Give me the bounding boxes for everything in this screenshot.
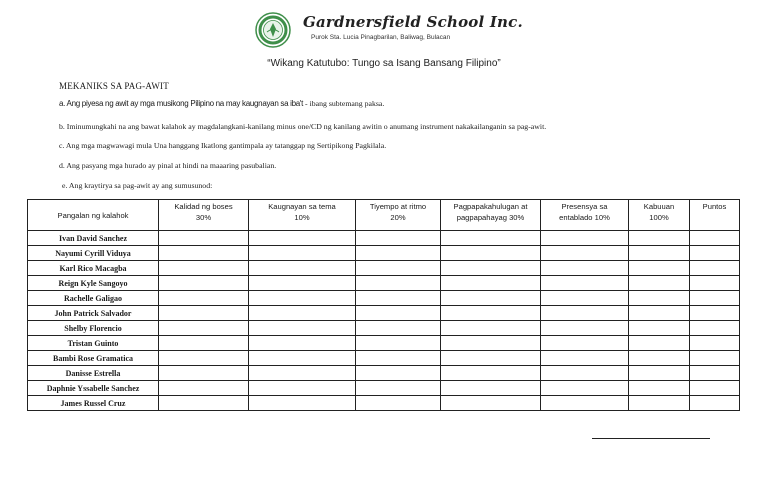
score-cell[interactable]	[441, 351, 541, 366]
score-cell[interactable]	[690, 246, 740, 261]
score-cell[interactable]	[541, 231, 629, 246]
table-row	[28, 231, 740, 246]
score-cell[interactable]	[690, 366, 740, 381]
score-cell[interactable]	[541, 306, 629, 321]
header-total	[629, 200, 690, 231]
score-cell[interactable]	[356, 306, 441, 321]
score-cell[interactable]	[629, 291, 690, 306]
rule-a-lead: a. Ang piyesa ng awit ay mga musikong Pilipino na may kaugnayan sa iba't	[59, 99, 304, 108]
score-cell[interactable]	[629, 321, 690, 336]
header-theme-relevance	[249, 200, 356, 231]
header-label: Kalidad ng boses	[174, 202, 233, 211]
score-cell[interactable]	[356, 321, 441, 336]
score-cell[interactable]	[690, 396, 740, 411]
score-cell[interactable]	[159, 306, 249, 321]
score-cell[interactable]	[541, 351, 629, 366]
table-row	[28, 336, 740, 351]
score-cell[interactable]	[690, 276, 740, 291]
rule-d: d. Ang pasyang mga hurado ay pinal at hindi na maaaring pasubalian.	[59, 161, 277, 170]
score-cell[interactable]	[249, 306, 356, 321]
score-cell[interactable]	[690, 351, 740, 366]
score-cell[interactable]	[159, 381, 249, 396]
participant-name: Karl Rico Macagba	[28, 261, 159, 276]
signature-line	[592, 438, 710, 439]
header-timing-rhythm	[356, 200, 441, 231]
header-stage-presence	[541, 200, 629, 231]
score-cell[interactable]	[441, 246, 541, 261]
header-label: Kabuuan	[643, 202, 675, 211]
header-label: Puntos	[702, 202, 727, 211]
score-cell[interactable]	[249, 336, 356, 351]
table-row	[28, 366, 740, 381]
header-weight: 10%	[294, 213, 310, 222]
score-cell[interactable]	[541, 246, 629, 261]
score-cell[interactable]	[690, 336, 740, 351]
score-cell[interactable]	[629, 336, 690, 351]
participant-name: James Russel Cruz	[28, 396, 159, 411]
rule-c: c. Ang mga magwawagi mula Una hanggang Ikatlong gantimpala ay tatanggap ng Sertipikong Pagkilala.	[59, 141, 387, 150]
score-cell[interactable]	[690, 306, 740, 321]
score-cell[interactable]	[690, 381, 740, 396]
table-header-row	[28, 200, 740, 231]
rule-e: e. Ang kraytirya sa pag-awit ay ang sumusunod:	[62, 181, 213, 190]
header-label: Presensya sa	[561, 202, 608, 211]
score-cell[interactable]	[629, 351, 690, 366]
header-label: Pagpapakahulugan at	[453, 202, 528, 211]
participant-name: Shelby Florencio	[28, 321, 159, 336]
participant-name: Bambi Rose Gramatica	[28, 351, 159, 366]
participant-name: Nayumi Cyrill Viduya	[28, 246, 159, 261]
rule-a-rest: - ibang subtemang paksa.	[303, 99, 385, 108]
score-cell[interactable]	[690, 321, 740, 336]
score-cell[interactable]	[159, 396, 249, 411]
header-participant-name	[28, 200, 159, 231]
score-cell[interactable]	[690, 291, 740, 306]
score-cell[interactable]	[356, 351, 441, 366]
score-cell[interactable]	[441, 306, 541, 321]
table-row	[28, 381, 740, 396]
table-row	[28, 351, 740, 366]
participant-name: Danisse Estrella	[28, 366, 159, 381]
participant-name: Reign Kyle Sangoyo	[28, 276, 159, 291]
score-cell[interactable]	[249, 291, 356, 306]
participant-name: Rachelle Galigao	[28, 291, 159, 306]
score-cell[interactable]	[441, 366, 541, 381]
score-cell[interactable]	[356, 381, 441, 396]
score-cell[interactable]	[690, 231, 740, 246]
score-cell[interactable]	[441, 231, 541, 246]
table-row	[28, 276, 740, 291]
score-cell[interactable]	[249, 366, 356, 381]
score-cell[interactable]	[249, 246, 356, 261]
mechanics-title: MEKANIKS SA PAG-AWIT	[59, 81, 169, 91]
score-cell[interactable]	[541, 261, 629, 276]
score-cell[interactable]	[441, 321, 541, 336]
score-cell[interactable]	[356, 261, 441, 276]
header-weight: 100%	[649, 213, 669, 222]
score-cell[interactable]	[441, 261, 541, 276]
score-cell[interactable]	[249, 261, 356, 276]
score-cell[interactable]	[541, 336, 629, 351]
table-row	[28, 396, 740, 411]
participant-name: Tristan Guinto	[28, 336, 159, 351]
header-weight: pagpapahayag 30%	[456, 213, 525, 222]
school-seal-icon	[255, 12, 291, 48]
score-cell[interactable]	[541, 276, 629, 291]
score-cell[interactable]	[541, 396, 629, 411]
score-cell[interactable]	[629, 396, 690, 411]
header-voice-quality	[159, 200, 249, 231]
table-row	[28, 291, 740, 306]
score-cell[interactable]	[356, 276, 441, 291]
score-cell[interactable]	[159, 276, 249, 291]
participant-rows	[28, 231, 740, 411]
score-cell[interactable]	[629, 231, 690, 246]
score-cell[interactable]	[541, 321, 629, 336]
score-cell[interactable]	[356, 231, 441, 246]
score-cell[interactable]	[159, 336, 249, 351]
score-cell[interactable]	[249, 396, 356, 411]
school-name: Gardnersfield School Inc.	[303, 13, 523, 31]
score-cell[interactable]	[629, 366, 690, 381]
rule-a	[59, 99, 384, 108]
score-cell[interactable]	[629, 381, 690, 396]
score-cell[interactable]	[249, 321, 356, 336]
criteria-table	[27, 199, 740, 411]
participant-name: Ivan David Sanchez	[28, 231, 159, 246]
table-row	[28, 306, 740, 321]
score-cell[interactable]	[629, 306, 690, 321]
score-cell[interactable]	[356, 366, 441, 381]
header-points	[690, 200, 740, 231]
header-weight: entablado 10%	[559, 213, 610, 222]
score-cell[interactable]	[159, 261, 249, 276]
score-cell[interactable]	[356, 246, 441, 261]
score-cell[interactable]	[159, 351, 249, 366]
header-weight: 30%	[195, 213, 212, 222]
event-theme: “Wikang Katutubo: Tungo sa Isang Bansang Filipino”	[267, 58, 501, 69]
score-cell[interactable]	[249, 276, 356, 291]
participant-name: John Patrick Salvador	[28, 306, 159, 321]
score-cell[interactable]	[249, 351, 356, 366]
table-row	[28, 246, 740, 261]
score-cell[interactable]	[441, 291, 541, 306]
score-cell[interactable]	[159, 291, 249, 306]
school-address: Purok Sta. Lucia Pinagbarilan, Baliwag, Bulacan	[311, 34, 451, 41]
score-cell[interactable]	[356, 336, 441, 351]
score-cell[interactable]	[441, 336, 541, 351]
header-label: Kaugnayan sa tema	[268, 202, 336, 211]
participant-name: Daphnie Yssabelle Sanchez	[28, 381, 159, 396]
header-weight: 20%	[390, 213, 406, 222]
score-cell[interactable]	[441, 276, 541, 291]
score-cell[interactable]	[249, 381, 356, 396]
score-cell[interactable]	[629, 276, 690, 291]
score-cell[interactable]	[356, 291, 441, 306]
header-label: Pangalan ng kalahok	[57, 211, 129, 220]
score-cell[interactable]	[159, 321, 249, 336]
rule-b: b. Iminumungkahi na ang bawat kalahok ay magdalangkani-kanilang minus one/CD ng kanilang awitin o anumang instrument nakakailanganin sa pag-awit.	[59, 122, 547, 131]
document-header	[255, 12, 523, 52]
score-cell[interactable]	[690, 261, 740, 276]
score-cell[interactable]	[159, 246, 249, 261]
header-interpretation	[441, 200, 541, 231]
score-cell[interactable]	[441, 381, 541, 396]
score-cell[interactable]	[441, 396, 541, 411]
score-cell[interactable]	[159, 366, 249, 381]
score-cell[interactable]	[541, 366, 629, 381]
score-cell[interactable]	[629, 246, 690, 261]
table-row	[28, 261, 740, 276]
score-cell[interactable]	[629, 261, 690, 276]
score-cell[interactable]	[249, 231, 356, 246]
score-cell[interactable]	[356, 396, 441, 411]
score-cell[interactable]	[541, 291, 629, 306]
score-cell[interactable]	[159, 231, 249, 246]
table-row	[28, 321, 740, 336]
score-cell[interactable]	[541, 381, 629, 396]
header-label: Tiyempo at ritmo	[369, 202, 427, 211]
